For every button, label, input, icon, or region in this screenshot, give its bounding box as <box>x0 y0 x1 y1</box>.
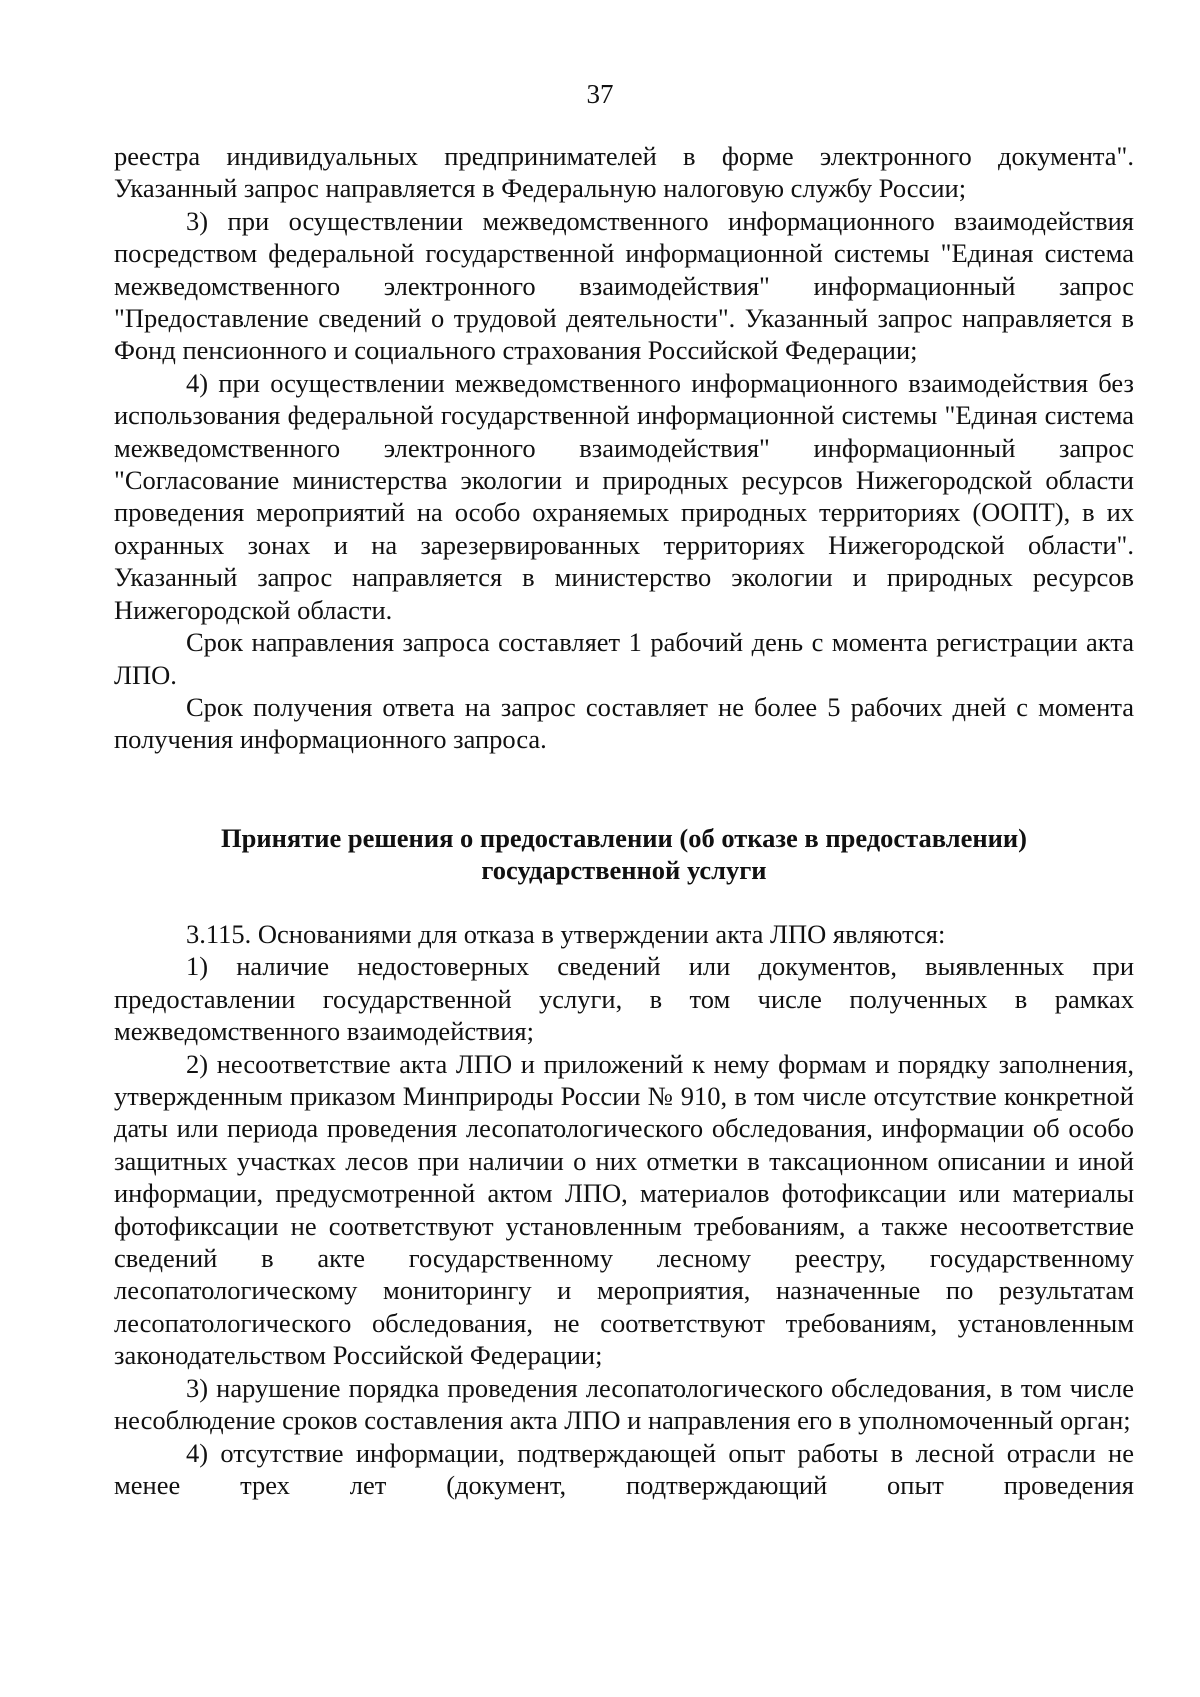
paragraph-continuation: реестра индивидуальных предпринимателей в форме электронного документа". Указанный запрос направляется в Федеральную налоговую службу России; <box>114 141 1134 204</box>
paragraph-ground-1: 1) наличие недостоверных сведений или документов, выявленных при предоставлении государственной услуги, в том числе полученных в рамках межведомственного взаимодействия; <box>114 951 1134 1047</box>
section-before-heading <box>114 140 1134 756</box>
paragraph-response-deadline: Срок получения ответа на запрос составляет не более 5 рабочих дней с момента получения информационного запроса. <box>114 691 1134 755</box>
paragraph-ground-2: 2) несоответствие акта ЛПО и приложений к нему формам и порядку заполнения, утвержденным приказом Минприроды России № 910, в том числе отсутствие конкретной даты или периода проведения лесопатологического обследования, информации об особо защитных участках лесов при наличии о них отметки в таксационном описании и иной информации, предусмотренной актом ЛПО, материалов фотофиксации или материалы фотофиксации не соответствуют установленным требованиям, а также несоответствие сведений в акте государственному лесному реестру, государственному лесопатологическому мониторингу и мероприятия, назначенные по результатам лесопатологического обследования, не соответствуют требованиям, установленным законодательством Российской Федерации; <box>114 1048 1134 1371</box>
page-number: 37 <box>586 79 614 109</box>
section-heading-line-1: Принятие решения о предоставлении (об отказе в предоставлении) <box>221 823 1027 853</box>
section-after-heading <box>114 918 1134 1501</box>
paragraph-ground-3: 3) нарушение порядка проведения лесопатологического обследования, в том числе несоблюдение сроков составления акта ЛПО и направления его в уполномоченный орган; <box>114 1372 1134 1436</box>
paragraph-3-115: 3.115. Основаниями для отказа в утверждении акта ЛПО являются: <box>186 919 946 949</box>
section-heading <box>114 822 1134 887</box>
paragraph-request-deadline: Срок направления запроса составляет 1 рабочий день с момента регистрации акта ЛПО. <box>114 627 1134 690</box>
paragraph-item-4: 4) при осуществлении межведомственного информационного взаимодействия без использования федеральной государственной информационной системы "Единая система межведомственного электронного взаимодействия" информационный запрос "Согласование министерства экологии и природных ресурсов Нижегородской области проведения мероприятий на особо охраняемых природных территориях (ООПТ), в их охранных зонах и на зарезервированных территориях Нижегородской области". Указанный запрос направляется в министерство экологии и природных ресурсов Нижегородской области. <box>114 367 1134 625</box>
paragraph-ground-4: 4) отсутствие информации, подтверждающей опыт работы в лесной отрасли не менее трех лет (документ, подтверждающий опыт проведения <box>114 1437 1134 1500</box>
section-heading-line-2: государственной услуги <box>481 855 767 886</box>
paragraph-item-3: 3) при осуществлении межведомственного информационного взаимодействия посредством федеральной государственной информационной системы "Единая система межведомственного электронного взаимодействия" информационный запрос "Предоставление сведений о трудовой деятельности". Указанный запрос направляется в Фонд пенсионного и социального страхования Российской Федерации; <box>114 205 1134 366</box>
